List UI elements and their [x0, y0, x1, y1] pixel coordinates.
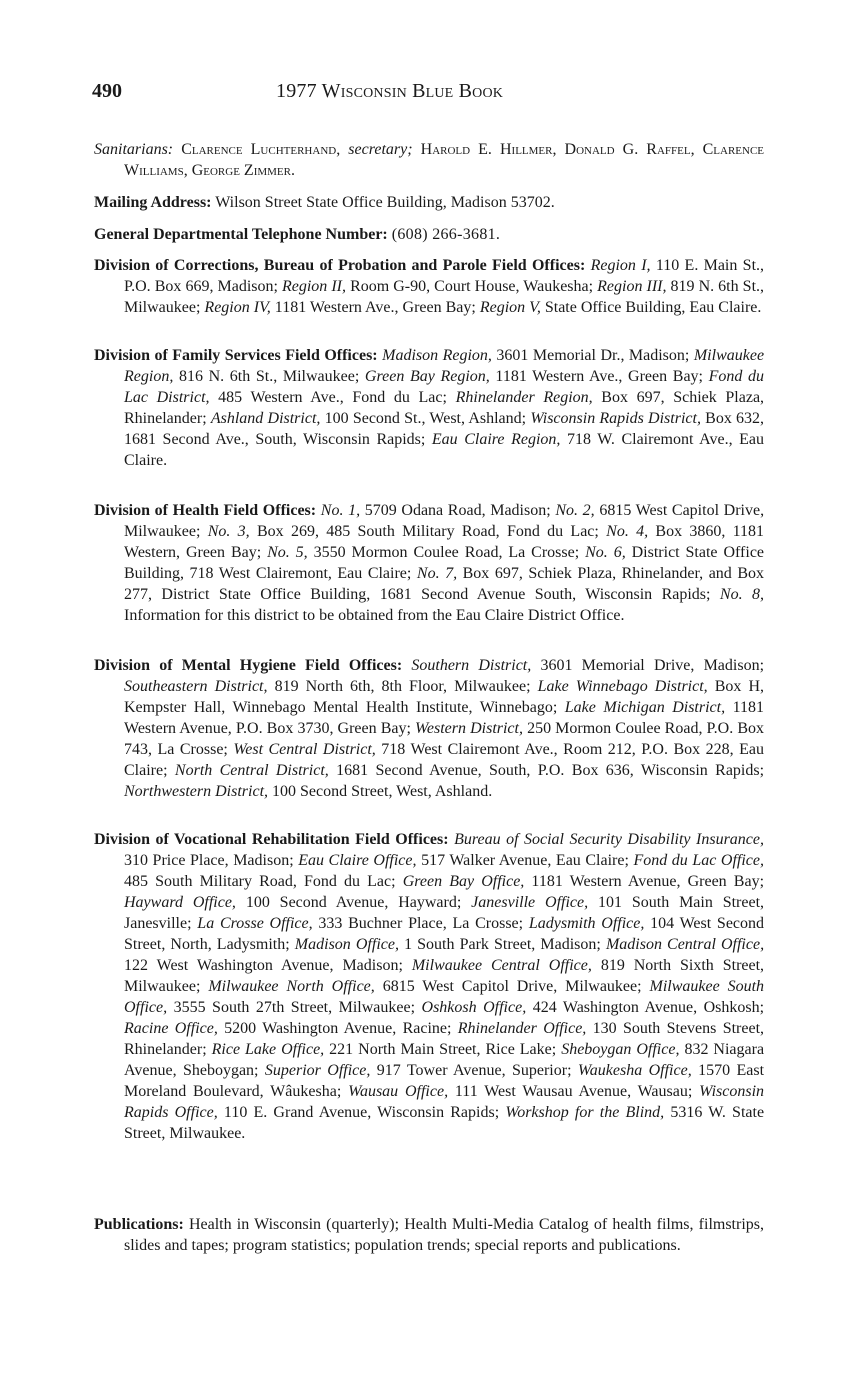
office-address: 1681 Second Avenue, South, P.O. Box 636, Wisconsin Rapids; — [336, 762, 765, 779]
office-address: 100 Second Avenue, Hayward; — [245, 894, 462, 911]
office-name: No. 8, — [719, 586, 765, 603]
office-name: Rice Lake Office, — [211, 1041, 325, 1058]
office-name: Racine Office, — [124, 1020, 218, 1037]
page-number: 490 — [92, 80, 122, 102]
office-name: Madison Office, — [294, 936, 399, 953]
publications-value: Health in Wisconsin (quarterly); Health Multi-Media Catalog of health films, filmstrips, slides and tapes; program statistics; population trends; special reports and publications. — [124, 1216, 765, 1254]
mailing-address-value: Wilson Street State Office Building, Madison 53702. — [215, 194, 555, 211]
office-address: 1 South Park Street, Madison; — [404, 936, 601, 953]
secretary-role: secretary; — [348, 141, 413, 158]
office-name: Wisconsin Rapids District, — [530, 410, 701, 427]
office-name: Eau Claire Region, — [431, 431, 561, 448]
office-name: No. 5, — [267, 544, 308, 561]
office-address: 718 W. Clairemont Ave., Eau Claire. — [124, 431, 765, 469]
office-name: Workshop for the Blind, — [505, 1104, 665, 1121]
office-address: 819 N. 6th St., Milwaukee; — [124, 278, 765, 316]
office-name: Milwaukee Central Office, — [411, 957, 592, 974]
sanitarian-secretary: Clarence Luchterhand, — [181, 141, 341, 158]
office-name: Waukesha Office, — [577, 1062, 692, 1079]
office-name: Green Bay Office, — [402, 873, 525, 890]
vocational-rehab-label: Division of Vocational Rehabilitation Field Offices: — [94, 831, 449, 848]
office-address: 819 North 6th, 8th Floor, Milwaukee; — [274, 678, 531, 695]
telephone-label: General Departmental Telephone Number: — [94, 226, 388, 243]
office-address: 816 N. 6th St., Milwaukee; — [178, 368, 360, 385]
office-address: 485 Western Ave., Fond du Lac; — [218, 389, 447, 406]
office-name: Lake Michigan District, — [564, 699, 726, 716]
vocational-rehab-entry — [94, 829, 764, 1144]
office-address: 517 Walker Avenue, Eau Claire; — [421, 852, 629, 869]
office-address: 310 Price Place, Madison; — [124, 852, 294, 869]
office-name: No. 2, — [555, 502, 595, 519]
office-address: 1181 Western Avenue, P.O. Box 3730, Green Bay; — [124, 699, 765, 737]
office-name: Wausau Office, — [348, 1083, 449, 1100]
office-address: 5709 Odana Road, Madison; — [364, 502, 551, 519]
office-address: 3601 Memorial Drive, Madison; — [540, 657, 765, 674]
office-name: Region III, — [597, 278, 667, 295]
office-address: 485 South Military Road, Fond du Lac; — [124, 873, 396, 890]
office-name: No. 3, — [207, 523, 250, 540]
office-address: Information for this district to be obtained from the Eau Claire District Office. — [124, 607, 625, 624]
office-name: Janesville Office, — [471, 894, 589, 911]
office-name: La Crosse Office, — [197, 915, 313, 932]
office-name: Region IV, — [204, 299, 271, 316]
office-name: Madison Region, — [382, 347, 492, 364]
office-address: 718 West Clairemont Ave., Room 212, P.O. Box 228, Eau Claire; — [124, 741, 765, 779]
family-services-label: Division of Family Services Field Offices: — [94, 347, 378, 364]
office-name: No. 1, — [320, 502, 361, 519]
office-address: 3555 South 27th Street, Milwaukee; — [173, 999, 416, 1016]
mailing-address-label: Mailing Address: — [94, 194, 212, 211]
office-name: Northwestern District, — [124, 783, 269, 800]
office-address: 101 South Main Street, Janesville; — [124, 894, 765, 932]
telephone-value: (608) 266-3681. — [391, 226, 501, 243]
office-address: 221 North Main Street, Rice Lake; — [329, 1041, 557, 1058]
health-label: Division of Health Field Offices: — [94, 502, 317, 519]
office-address: 250 Mormon Coulee Road, P.O. Box 743, La Crosse; — [124, 720, 764, 758]
office-address: 130 South Stevens Street, Rhinelander; — [124, 1020, 765, 1058]
sanitarians-entry — [94, 139, 764, 181]
office-name: Milwaukee South Office, — [124, 978, 765, 1016]
telephone-entry — [94, 224, 764, 245]
office-address: Box 3860, 1181 Western, Green Bay; — [124, 523, 765, 561]
office-name: West Central District, — [233, 741, 376, 758]
office-address: 1181 Western Ave., Green Bay; — [495, 368, 703, 385]
office-address: 1181 Western Ave., Green Bay; — [274, 299, 476, 316]
corrections-entry — [94, 255, 764, 318]
office-name: Milwaukee Region, — [124, 347, 765, 385]
office-name: Fond du Lac Office, — [633, 852, 765, 869]
office-address: 333 Buchner Place, La Crosse; — [318, 915, 524, 932]
office-name: No. 7, — [416, 565, 458, 582]
office-name: Rhinelander Region, — [455, 389, 593, 406]
office-name: Region I, — [590, 257, 651, 274]
office-name: Milwaukee North Office, — [208, 978, 375, 995]
office-name: Region V, — [479, 299, 541, 316]
office-address: 111 West Wausau Avenue, Wausau; — [454, 1083, 693, 1100]
office-address: 3601 Memorial Dr., Madison; — [496, 347, 690, 364]
office-name: Ashland District, — [210, 410, 321, 427]
sanitarian-members: Harold E. Hillmer, Donald G. Raffel, Clarence Williams, George Zimmer. — [124, 141, 765, 179]
mental-hygiene-label: Division of Mental Hygiene Field Offices: — [94, 657, 403, 674]
office-address: 6815 West Capitol Drive, Milwaukee; — [124, 502, 765, 540]
mailing-address-entry — [94, 192, 764, 213]
running-title: 1977 Wisconsin Blue Book — [276, 80, 504, 102]
office-address: 424 Washington Avenue, Oshkosh; — [532, 999, 765, 1016]
office-address: 100 Second Street, West, Ashland. — [272, 783, 493, 800]
office-name: Rhinelander Office, — [457, 1020, 587, 1037]
publications-label: Publications: — [94, 1216, 184, 1233]
office-address: 104 West Second Street, North, Ladysmith; — [124, 915, 765, 953]
office-address: Box H, Kempster Hall, Winnebago Mental Health Institute, Winnebago; — [124, 678, 765, 716]
office-name: Oshkosh Office, — [421, 999, 527, 1016]
office-name: Hayward Office, — [124, 894, 236, 911]
office-name: North Central District, — [174, 762, 329, 779]
publications-entry — [94, 1214, 764, 1256]
office-address: Room G-90, Court House, Waukesha; — [350, 278, 594, 295]
office-address: 3550 Mormon Coulee Road, La Crosse; — [313, 544, 580, 561]
office-address: 1181 Western Avenue, Green Bay; — [531, 873, 765, 890]
office-name: No. 6, — [585, 544, 626, 561]
office-address: Box 697, Schiek Plaza, Rhinelander, and Box 277, District State Office Building, 1681 Second Avenue South, Wisconsin Rapids; — [124, 565, 764, 603]
sanitarians-label: Sanitarians: — [94, 141, 174, 158]
office-address: 819 North Sixth Street, Milwaukee; — [124, 957, 765, 995]
office-name: Madison Central Office, — [605, 936, 765, 953]
office-name: Ladysmith Office, — [528, 915, 645, 932]
office-name: Region II, — [281, 278, 347, 295]
office-address: 122 West Washington Avenue, Madison; — [124, 957, 403, 974]
office-address: 832 Niagara Avenue, Sheboygan; — [124, 1041, 765, 1079]
office-address: Box 697, Schiek Plaza, Rhinelander; — [124, 389, 765, 427]
page-header — [92, 80, 732, 110]
office-address: 100 Second St., West, Ashland; — [324, 410, 527, 427]
office-address: Box 632, 1681 Second Ave., South, Wisconsin Rapids; — [124, 410, 765, 448]
health-entry — [94, 500, 764, 626]
office-address: 110 E. Main St., P.O. Box 669, Madison; — [124, 257, 765, 295]
office-name: No. 4, — [606, 523, 649, 540]
office-address: 5316 W. State Street, Milwaukee. — [124, 1104, 765, 1142]
office-name: Wisconsin Rapids Office, — [124, 1083, 765, 1121]
office-address: District State Office Building, 718 West Clairemont, Eau Claire; — [124, 544, 765, 582]
office-name: Sheboygan Office, — [561, 1041, 680, 1058]
office-name: Green Bay Region, — [364, 368, 490, 385]
office-address: 6815 West Capitol Drive, Milwaukee; — [382, 978, 642, 995]
corrections-label: Division of Corrections, Bureau of Probation and Parole Field Offices: — [94, 257, 586, 274]
office-address: State Office Building, Eau Claire. — [544, 299, 762, 316]
office-name: Bureau of Social Security Disability Insurance, — [454, 831, 764, 848]
office-name: Fond du Lac District, — [124, 368, 765, 406]
office-address: Box 269, 485 South Military Road, Fond du Lac; — [256, 523, 599, 540]
office-name: Lake Winnebago District, — [537, 678, 708, 695]
office-address: 5200 Washington Avenue, Racine; — [224, 1020, 452, 1037]
family-services-entry — [94, 345, 764, 471]
office-name: Eau Claire Office, — [298, 852, 417, 869]
office-address: 917 Tower Avenue, Superior; — [376, 1062, 572, 1079]
office-name: Superior Office, — [264, 1062, 371, 1079]
office-address: 110 E. Grand Avenue, Wisconsin Rapids; — [223, 1104, 500, 1121]
office-address: 1570 East Moreland Boulevard, Wâukesha; — [124, 1062, 765, 1100]
office-name: Southeastern District, — [124, 678, 268, 695]
office-name: Southern District, — [411, 657, 532, 674]
mental-hygiene-entry — [94, 655, 764, 802]
office-name: Western District, — [415, 720, 523, 737]
